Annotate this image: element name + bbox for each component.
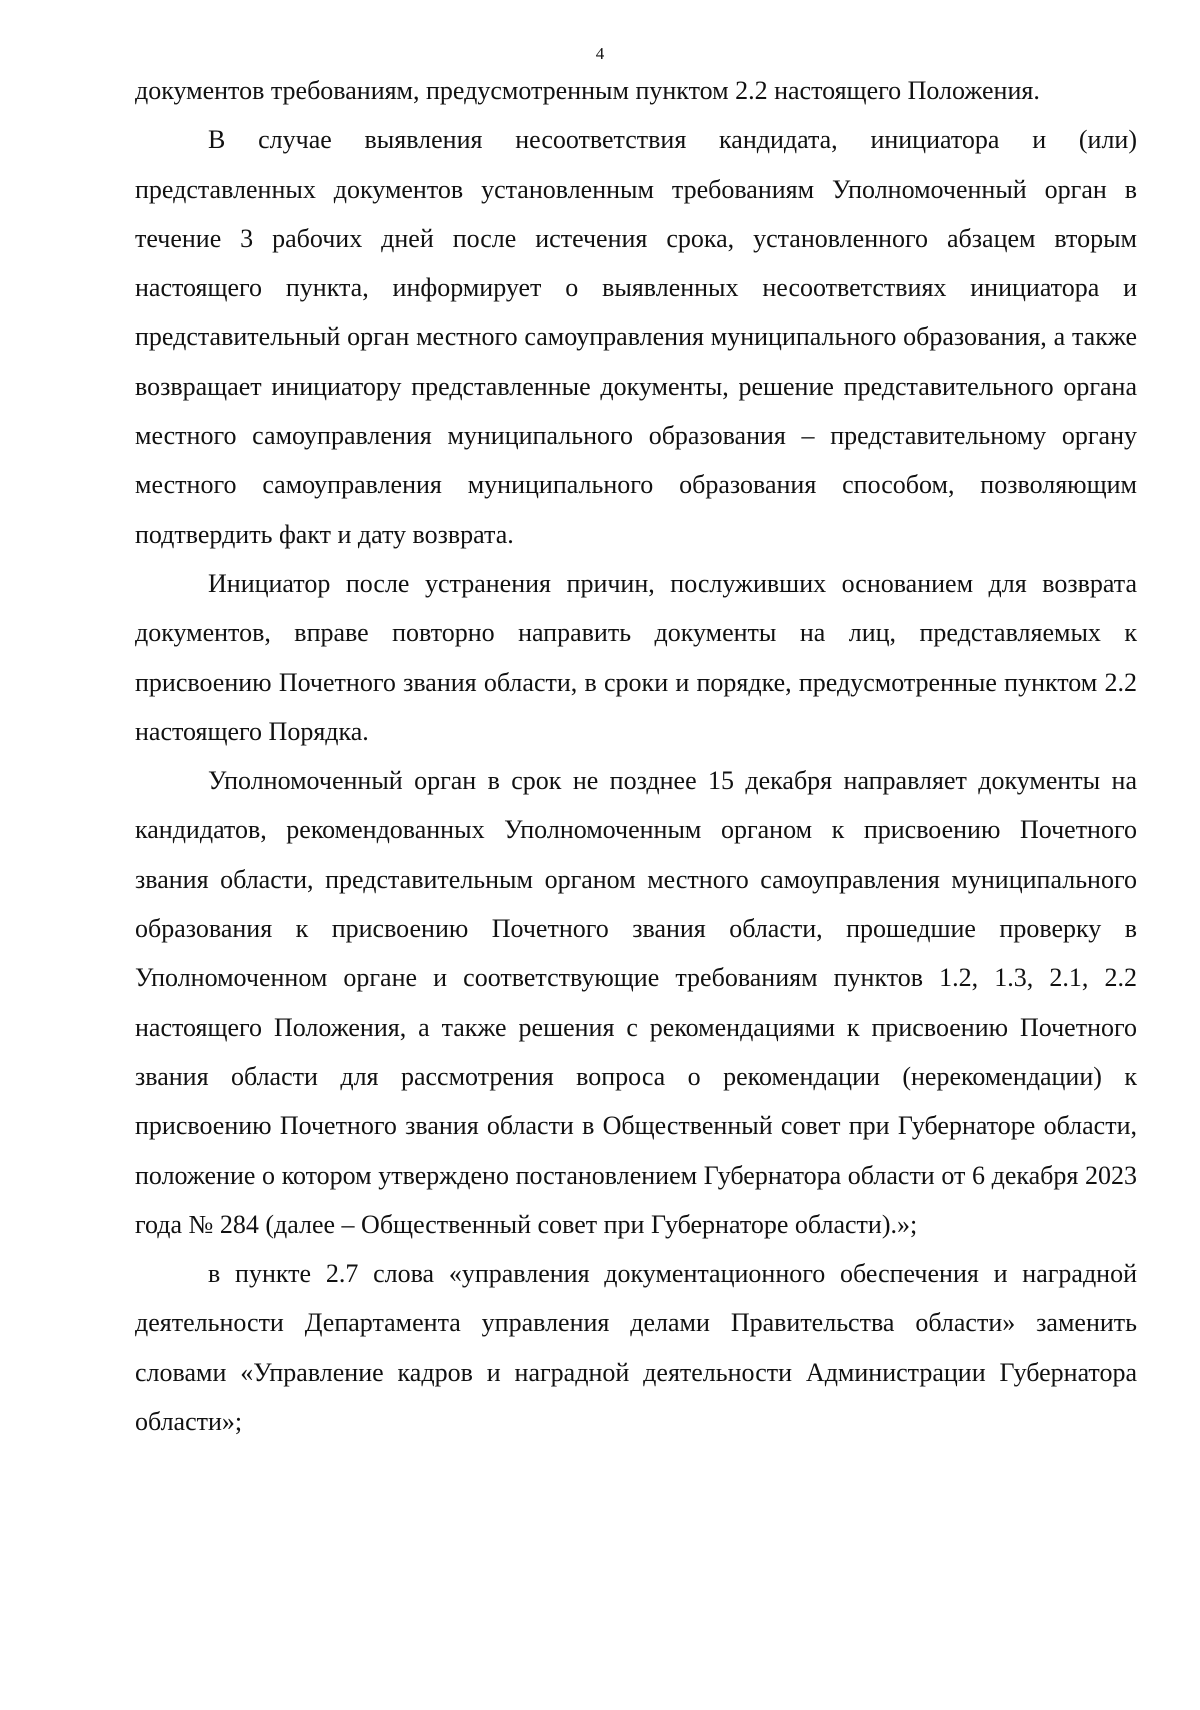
paragraph-continuation: документов требованиям, предусмотренным пунктом 2.2 настоящего Положения. — [135, 76, 1040, 105]
paragraph-resubmission: Инициатор после устранения причин, послуживших основанием для возврата документов, вправе повторно направить документы на лиц, представляемых к присвоению Почетного звания области, в сроки и порядке, предусмотренные пунктом 2.2 настоящего Порядка. — [135, 568, 1137, 746]
paragraph-nonconformity: В случае выявления несоответствия кандидата, инициатора и (или) представленных документов установленным требованиям Уполномоченный орган в течение 3 рабочих дней после истечения срока, установленного абзацем вторым настоящего пункта, информирует о выявленных несоответствиях инициатора и представительный орган местного самоуправления муниципального образования, а также возвращает инициатору представленные документы, решение представительного органа местного самоуправления муниципального образования – представительному органу местного самоуправления муниципального образования способом, позволяющим подтвердить факт и дату возврата. — [135, 125, 1137, 549]
document-body — [135, 66, 1137, 1446]
paragraph-submission-deadline: Уполномоченный орган в срок не позднее 15 декабря направляет документы на кандидатов, рекомендованных Уполномоченным органом к присвоению Почетного звания области, представительным органом местного самоуправления муниципального образования к присвоению Почетного звания области, прошедшие проверку в Уполномоченном органе и соответствующие требованиям пунктов 1.2, 1.3, 2.1, 2.2 настоящего Положения, а также решения с рекомендациями к присвоению Почетного звания области для рассмотрения вопроса о рекомендации (нерекомендации) к присвоению Почетного звания области в Общественный совет при Губернаторе области, положение о котором утверждено постановлением Губернатора области от 6 декабря 2023 года № 284 (далее – Общественный совет при Губернаторе области).»; — [135, 766, 1137, 1239]
paragraph-amendment-2-7: в пункте 2.7 слова «управления документационного обеспечения и наградной деятельности Департамента управления делами Правительства области» заменить словами «Управление кадров и наградной деятельности Администрации Губернатора области»; — [135, 1259, 1137, 1437]
page-number: 4 — [595, 44, 605, 63]
